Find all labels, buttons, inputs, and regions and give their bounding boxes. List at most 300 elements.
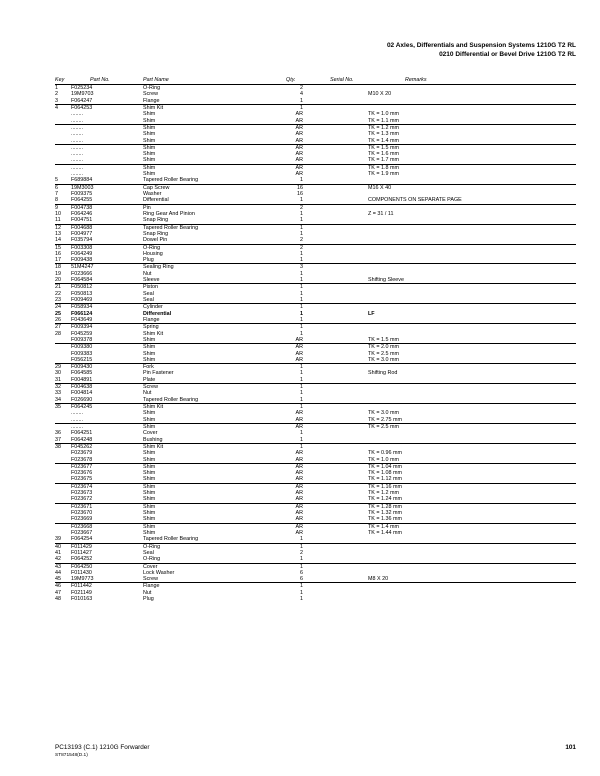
part-number-cell: ........ <box>71 410 83 417</box>
key-cell: 25 <box>55 310 61 317</box>
remarks-cell: TK = 1.9 mm <box>368 171 400 178</box>
table-row <box>55 596 576 602</box>
part-name-cell: Shim <box>143 503 156 510</box>
remarks-cell: TK = 1.6 mm <box>368 151 400 158</box>
part-number-cell: F011430 <box>71 569 92 576</box>
part-name-cell: Seal <box>143 549 154 556</box>
remarks-cell: LF <box>368 310 375 317</box>
part-number-cell: F004751 <box>71 217 93 224</box>
remarks-cell: TK = 1.28 mm <box>368 503 403 510</box>
qty-cell: 1 <box>300 97 303 104</box>
column-header-part-name: Part Name <box>143 77 169 83</box>
qty-cell: 1 <box>300 563 303 570</box>
part-number-cell: F064252 <box>71 556 93 563</box>
part-number-cell: F009380 <box>71 344 93 351</box>
qty-cell: 2 <box>300 237 303 244</box>
remarks-cell: COMPONENTS ON SEPARATE PAGE <box>368 197 462 204</box>
part-name-cell: Snap Ring <box>143 217 169 224</box>
part-number-cell: F010163 <box>71 596 93 603</box>
qty-cell: 16 <box>297 191 303 197</box>
qty-cell: AR <box>295 510 303 516</box>
qty-cell: 2 <box>300 244 303 251</box>
qty-cell: AR <box>295 117 303 124</box>
part-name-cell: Shim Kit <box>143 104 164 111</box>
part-name-cell: Lock Washer <box>143 569 175 576</box>
key-cell: 14 <box>55 237 61 244</box>
qty-cell: 2 <box>300 85 303 91</box>
table-row <box>55 443 576 450</box>
part-number-cell: ........ <box>71 137 83 144</box>
remarks-cell: Shifting Sleeve <box>368 277 404 284</box>
part-name-cell: Shim <box>143 416 156 423</box>
part-name-cell: Shim <box>143 523 156 530</box>
table-row <box>55 263 576 270</box>
part-name-cell: Tapered Roller Bearing <box>143 224 199 231</box>
key-cell: 17 <box>55 257 61 264</box>
part-name-cell: Snap Ring <box>143 230 169 237</box>
remarks-cell: Shifting Rod <box>368 370 398 377</box>
qty-cell: 1 <box>300 536 303 543</box>
qty-cell: 1 <box>300 543 303 550</box>
qty-cell: AR <box>295 137 303 144</box>
key-cell: 10 <box>55 210 61 217</box>
part-name-cell: Piston <box>143 284 158 291</box>
part-number-cell: ........ <box>71 157 83 164</box>
table-row <box>55 124 576 131</box>
qty-cell: 1 <box>300 210 303 217</box>
part-name-cell: Shim <box>143 423 156 430</box>
part-number-cell: F023667 <box>71 529 93 536</box>
remarks-cell: TK = 3.0 mm <box>368 356 400 363</box>
part-name-cell: Shim <box>143 131 156 138</box>
part-number-cell: F023675 <box>71 476 93 483</box>
part-number-cell: ........ <box>71 117 83 124</box>
key-cell: 37 <box>55 436 61 443</box>
qty-cell: 1 <box>300 316 303 323</box>
part-name-cell: Cover <box>143 430 158 437</box>
qty-cell: AR <box>295 410 303 417</box>
table-row <box>55 543 576 550</box>
part-number-cell: F004814 <box>71 390 93 397</box>
qty-cell: 1 <box>300 370 303 377</box>
part-number-cell: F023679 <box>71 450 93 457</box>
section-title: 02 Axles, Differentials and Suspension Systems 1210G T2 RL <box>386 42 576 49</box>
part-name-cell: Shim Kit <box>143 404 164 410</box>
part-name-cell: Shim <box>143 344 156 351</box>
qty-cell: 1 <box>300 443 303 450</box>
part-name-cell: Shim <box>143 336 156 343</box>
qty-cell: 1 <box>300 224 303 231</box>
part-number-cell: F009378 <box>71 336 93 343</box>
qty-cell: 1 <box>300 364 303 371</box>
qty-cell: 1 <box>300 376 303 383</box>
qty-cell: AR <box>295 131 303 138</box>
part-number-cell: F064246 <box>71 210 93 217</box>
part-number-cell: ........ <box>71 111 83 118</box>
part-name-cell: Shim <box>143 510 156 516</box>
key-cell: 43 <box>55 563 61 570</box>
remarks-cell: TK = 1.7 mm <box>368 157 400 164</box>
part-number-cell: F064254 <box>71 536 93 543</box>
key-cell: 16 <box>55 250 61 257</box>
part-number-cell: 19M9703 <box>71 91 94 98</box>
table-row <box>55 563 576 570</box>
part-name-cell: Dowel Pin <box>143 237 168 244</box>
key-cell: 19 <box>55 270 61 277</box>
part-name-cell: Shim <box>143 124 156 131</box>
part-number-cell: F011429 <box>71 543 92 550</box>
key-cell: 46 <box>55 583 61 590</box>
table-row <box>55 343 576 350</box>
part-name-cell: Shim <box>143 483 156 490</box>
qty-cell: 1 <box>300 396 303 403</box>
table-row <box>55 204 576 211</box>
part-name-cell: Flange <box>143 583 160 590</box>
remarks-cell: TK = 0.96 mm <box>368 450 403 457</box>
part-name-cell: Shim <box>143 496 156 503</box>
key-cell: 29 <box>55 364 61 371</box>
part-number-cell: F056215 <box>71 356 93 363</box>
part-name-cell: Seal <box>143 297 154 303</box>
part-name-cell: Shim <box>143 171 156 178</box>
part-number-cell: F064247 <box>71 97 93 104</box>
part-number-cell: F023670 <box>71 510 93 516</box>
part-name-cell: O-Ring <box>143 85 161 91</box>
remarks-cell: M8 X 20 <box>368 576 389 583</box>
part-number-cell: F064248 <box>71 436 93 443</box>
qty-cell: AR <box>295 164 303 171</box>
part-number-cell: F064584 <box>71 277 93 284</box>
part-number-cell: F064585 <box>71 370 93 377</box>
part-name-cell: Shim <box>143 456 156 463</box>
table-row <box>55 483 576 490</box>
remarks-cell: TK = 1.36 mm <box>368 516 403 523</box>
qty-cell: AR <box>295 350 303 357</box>
qty-cell: 1 <box>300 310 303 317</box>
part-name-cell: Differential <box>143 310 172 317</box>
part-name-cell: Bushing <box>143 436 163 443</box>
qty-cell: 1 <box>300 104 303 111</box>
qty-cell: AR <box>295 529 303 536</box>
part-number-cell: F023672 <box>71 496 93 503</box>
remarks-cell: TK = 1.0 mm <box>368 456 400 463</box>
table-row <box>55 84 576 91</box>
column-header-serial-no: Serial No. <box>330 77 354 83</box>
part-number-cell: ........ <box>71 171 83 178</box>
part-number-cell: F064251 <box>71 430 93 437</box>
key-cell: 38 <box>55 443 61 450</box>
qty-cell: AR <box>295 470 303 477</box>
part-number-cell: F050812 <box>71 284 93 291</box>
qty-cell: 1 <box>300 589 303 596</box>
part-name-cell: Plate <box>143 376 156 383</box>
table-row <box>55 463 576 470</box>
qty-cell: 1 <box>300 270 303 277</box>
qty-cell: AR <box>295 356 303 363</box>
remarks-cell: TK = 1.3 mm <box>368 131 400 138</box>
part-number-cell: F050813 <box>71 290 93 297</box>
part-name-cell: O-Ring <box>143 556 161 563</box>
part-number-cell: 19M9773 <box>71 576 94 583</box>
qty-cell: AR <box>295 450 303 457</box>
part-number-cell: ........ <box>71 131 83 138</box>
key-cell: 26 <box>55 316 61 323</box>
qty-cell: AR <box>295 416 303 423</box>
key-cell: 39 <box>55 536 61 543</box>
qty-cell: 1 <box>300 297 303 303</box>
part-name-cell: Shim <box>143 450 156 457</box>
table-row <box>55 184 576 191</box>
part-number-cell: F023677 <box>71 463 93 470</box>
qty-cell: 1 <box>300 177 303 184</box>
part-number-cell: ........ <box>71 151 83 158</box>
key-cell: 42 <box>55 556 61 563</box>
key-cell: 7 <box>55 191 58 197</box>
qty-cell: 2 <box>300 204 303 211</box>
part-number-cell: F009375 <box>71 191 93 197</box>
part-name-cell: Shim <box>143 490 156 497</box>
part-number-cell: F011442 <box>71 583 92 590</box>
part-number-cell: F021149 <box>71 589 92 596</box>
part-name-cell: Sleeve <box>143 277 160 284</box>
qty-cell: AR <box>295 344 303 351</box>
part-number-cell: F023668 <box>71 523 93 530</box>
key-cell: 45 <box>55 576 61 583</box>
key-cell: 22 <box>55 290 61 297</box>
column-header-part-no: Part No. <box>90 77 110 83</box>
part-number-cell: ........ <box>71 124 83 131</box>
part-name-cell: Shim <box>143 463 156 470</box>
part-number-cell: F064245 <box>71 404 93 410</box>
part-name-cell: Flange <box>143 316 160 323</box>
key-cell: 6 <box>55 184 58 191</box>
part-name-cell: Shim <box>143 111 156 118</box>
part-name-cell: Shim <box>143 164 156 171</box>
key-cell: 20 <box>55 277 61 284</box>
qty-cell: 1 <box>300 404 303 410</box>
key-cell: 21 <box>55 284 61 291</box>
part-name-cell: Shim <box>143 470 156 477</box>
table-row <box>55 423 576 430</box>
table-row <box>55 503 576 510</box>
qty-cell: 1 <box>300 250 303 257</box>
remarks-cell: TK = 1.8 mm <box>368 164 400 171</box>
part-name-cell: Shim <box>143 117 156 124</box>
part-name-cell: Ring Gear And Pinion <box>143 210 195 217</box>
qty-cell: AR <box>295 496 303 503</box>
key-cell: 35 <box>55 404 61 410</box>
remarks-cell: TK = 2.5 mm <box>368 423 400 430</box>
key-cell: 5 <box>55 177 58 184</box>
key-cell: 15 <box>55 244 61 251</box>
table-row <box>55 523 576 530</box>
table-row <box>55 363 576 370</box>
part-name-cell: Shim Kit <box>143 330 164 337</box>
part-name-cell: Shim <box>143 529 156 536</box>
key-cell: 23 <box>55 297 61 303</box>
part-number-cell: F004688 <box>71 224 93 231</box>
remarks-cell: TK = 1.2 mm <box>368 490 400 497</box>
part-number-cell: F023673 <box>71 490 93 497</box>
qty-cell: AR <box>295 336 303 343</box>
remarks-cell: TK = 1.1 mm <box>368 117 400 124</box>
part-name-cell: Fork <box>143 364 154 371</box>
part-number-cell: F064253 <box>71 104 93 111</box>
footer-doc-id: PC13193 (C.1) 1210G Forwarder <box>55 744 150 751</box>
qty-cell: 1 <box>300 197 303 204</box>
parts-table <box>55 84 576 602</box>
qty-cell: 1 <box>300 277 303 284</box>
key-cell: 30 <box>55 370 61 377</box>
key-cell: 47 <box>55 589 61 596</box>
part-number-cell: 51M4247 <box>71 264 94 271</box>
qty-cell: 1 <box>300 304 303 311</box>
part-name-cell: Differential <box>143 197 169 204</box>
column-header-remarks: Remarks <box>405 77 427 83</box>
part-name-cell: Tapered Roller Bearing <box>143 396 199 403</box>
qty-cell: 16 <box>297 184 303 191</box>
footer-sub-id: ST871548(D.1) <box>55 753 88 758</box>
key-cell: 40 <box>55 543 61 550</box>
qty-cell: 3 <box>300 264 303 271</box>
part-number-cell: F004891 <box>71 376 93 383</box>
qty-cell: 1 <box>300 430 303 437</box>
key-cell: 34 <box>55 396 61 403</box>
part-name-cell: Plug <box>143 257 154 264</box>
qty-cell: 1 <box>300 384 303 391</box>
qty-cell: AR <box>295 503 303 510</box>
part-number-cell: ........ <box>71 144 83 151</box>
part-name-cell: Housing <box>143 250 163 257</box>
remarks-cell: TK = 3.0 mm <box>368 410 400 417</box>
part-number-cell: F064255 <box>71 197 93 204</box>
column-header-key: Key <box>55 77 65 83</box>
remarks-cell: Z = 31 / 11 <box>368 210 394 217</box>
table-row <box>55 244 576 251</box>
part-number-cell: F043649 <box>71 316 93 323</box>
part-name-cell: Shim <box>143 137 156 144</box>
table-row <box>55 403 576 410</box>
qty-cell: 6 <box>300 569 303 576</box>
table-row <box>55 283 576 290</box>
part-number-cell: F035794 <box>71 237 93 244</box>
qty-cell: AR <box>295 516 303 523</box>
key-cell: 41 <box>55 549 61 556</box>
part-name-cell: O-Ring <box>143 543 161 550</box>
qty-cell: AR <box>295 523 303 530</box>
column-header-qty: Qty. <box>286 77 296 83</box>
part-number-cell: F026690 <box>71 396 93 403</box>
qty-cell: AR <box>295 111 303 118</box>
qty-cell: 1 <box>300 436 303 443</box>
part-name-cell: Seal <box>143 290 154 297</box>
part-number-cell: F066124 <box>71 310 93 317</box>
remarks-cell: TK = 1.44 mm <box>368 529 403 536</box>
part-number-cell: F004638 <box>71 384 93 391</box>
part-number-cell: F009438 <box>71 257 93 264</box>
part-name-cell: Shim <box>143 410 156 417</box>
part-name-cell: Cover <box>143 563 158 570</box>
qty-cell: AR <box>295 144 303 151</box>
qty-cell: AR <box>295 423 303 430</box>
part-number-cell: ........ <box>71 164 83 171</box>
qty-cell: 1 <box>300 217 303 224</box>
part-number-cell: F009430 <box>71 364 93 371</box>
key-cell: 31 <box>55 376 61 383</box>
key-cell: 11 <box>55 217 61 224</box>
remarks-cell: TK = 1.12 mm <box>368 476 403 483</box>
key-cell: 27 <box>55 324 61 331</box>
part-name-cell: Pin <box>143 204 151 211</box>
part-number-cell: F023669 <box>71 516 93 523</box>
remarks-cell: TK = 1.5 mm <box>368 336 400 343</box>
remarks-cell: TK = 1.04 mm <box>368 463 403 470</box>
qty-cell: AR <box>295 456 303 463</box>
key-cell: 2 <box>55 91 58 98</box>
qty-cell: AR <box>295 476 303 483</box>
qty-cell: 1 <box>300 230 303 237</box>
part-name-cell: Cylinder <box>143 304 163 311</box>
remarks-cell: TK = 1.0 mm <box>368 111 400 118</box>
part-number-cell: F009394 <box>71 324 93 331</box>
qty-cell: AR <box>295 483 303 490</box>
table-row <box>55 224 576 231</box>
remarks-cell: TK = 1.4 mm <box>368 137 400 144</box>
remarks-cell: TK = 1.16 mm <box>368 483 403 490</box>
qty-cell: 1 <box>300 284 303 291</box>
key-cell: 48 <box>55 596 61 603</box>
part-name-cell: Screw <box>143 384 158 391</box>
part-number-cell: F009469 <box>71 297 93 303</box>
part-number-cell: ........ <box>71 423 83 430</box>
qty-cell: 6 <box>300 576 303 583</box>
qty-cell: 2 <box>300 549 303 556</box>
part-number-cell: 19M3003 <box>71 184 94 191</box>
qty-cell: 1 <box>300 324 303 331</box>
qty-cell: 1 <box>300 596 303 603</box>
key-cell: 12 <box>55 224 61 231</box>
remarks-cell: M16 X 40 <box>368 184 392 191</box>
qty-cell: 1 <box>300 390 303 397</box>
key-cell: 3 <box>55 97 58 104</box>
key-cell: 13 <box>55 230 61 237</box>
part-number-cell: F023678 <box>71 456 93 463</box>
qty-cell: 1 <box>300 556 303 563</box>
key-cell: 24 <box>55 304 61 311</box>
remarks-cell: TK = 1.32 mm <box>368 510 403 516</box>
part-name-cell: Shim <box>143 350 156 357</box>
table-row <box>55 582 576 589</box>
qty-cell: AR <box>295 463 303 470</box>
part-number-cell: F004738 <box>71 204 93 211</box>
part-name-cell: Shim <box>143 516 156 523</box>
table-row <box>55 104 576 111</box>
part-name-cell: Washer <box>143 191 162 197</box>
part-name-cell: Plug <box>143 596 154 603</box>
part-name-cell: Tapered Roller Bearing <box>143 177 199 184</box>
part-name-cell: Spring <box>143 324 159 331</box>
part-number-cell: F064250 <box>71 563 93 570</box>
table-row <box>55 383 576 390</box>
qty-cell: AR <box>295 171 303 178</box>
remarks-cell: TK = 1.08 mm <box>368 470 403 477</box>
qty-cell: AR <box>295 124 303 131</box>
part-number-cell: ........ <box>71 416 83 423</box>
part-name-cell: Shim <box>143 356 156 363</box>
part-name-cell: Nut <box>143 270 152 277</box>
remarks-cell: TK = 1.5 mm <box>368 144 400 151</box>
qty-cell: 4 <box>300 91 303 98</box>
